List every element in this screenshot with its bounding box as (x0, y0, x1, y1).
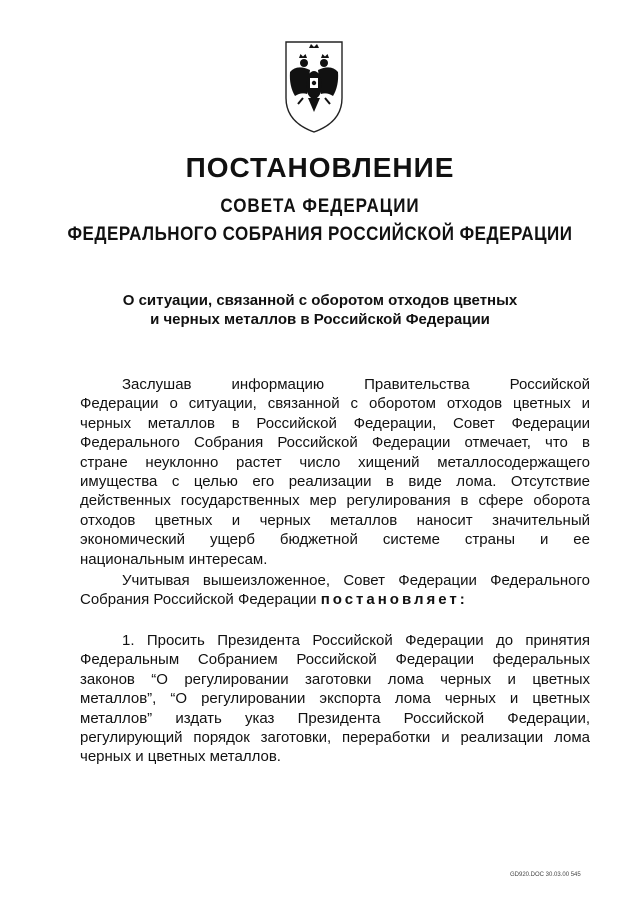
text-line: черных металлов в Российской Федерации, Совет Федерации (80, 414, 590, 432)
subject-line: и черных металлов в Российской Федерации (150, 311, 490, 328)
text-line: отходов цветных и черных металлов наносит значительный (80, 511, 590, 529)
text-line: стране неуклонно растет число хищений металлосодержащего (80, 453, 590, 471)
text-line: экономический ущерб бюджетной системе страны и ее (80, 531, 590, 549)
text-line: регулирующий порядок заготовки, переработки и реализации лома (80, 729, 590, 747)
text-line: законов “О регулировании заготовки лома черных и цветных (80, 670, 590, 688)
text-line (80, 590, 590, 609)
paragraph-resolution-intro (80, 571, 590, 610)
text-line: металлов”, “О регулировании экспорта лома черных и цветных (80, 690, 590, 708)
text-line: Заслушав информацию Правительства Российской (122, 376, 590, 393)
text-fragment: Собрания Российской Федерации (80, 591, 317, 609)
subject-heading (0, 291, 640, 329)
coat-of-arms-emblem (283, 38, 345, 134)
text-line: Федеральным Собранием Российской Федерации федеральных (80, 651, 590, 669)
text-line: имущества с целью его реализации в виде лома. Отсутствие (80, 473, 590, 491)
text-line: 1. Просить Президента Российской Федерации до принятия (122, 632, 590, 649)
text-line: черных и цветных металлов. (80, 748, 281, 766)
paragraph-item-1 (80, 631, 590, 767)
paragraph-findings (80, 375, 590, 569)
resolves-word: постановляет: (320, 591, 468, 609)
text-line: национальным интересам. (80, 550, 268, 568)
issuer-line-2: ФЕДЕРАЛЬНОГО СОБРАНИЯ РОССИЙСКОЙ ФЕДЕРАЦИИ (67, 222, 573, 245)
text-line: действенных государственных мер регулирования в сфере оборота (80, 492, 590, 510)
text-line: Учитывая вышеизложенное, Совет Федерации Федерального (122, 572, 590, 589)
text-line: Федерации о ситуации, связанной с оборотом отходов цветных и (80, 395, 590, 413)
issuer-line-1: СОВЕТА ФЕДЕРАЦИИ (220, 194, 420, 217)
subject-line: О ситуации, связанной с оборотом отходов цветных (122, 292, 518, 309)
document-title: ПОСТАНОВЛЕНИЕ (185, 152, 455, 183)
document-reference-footer: GD920.DOC 30.03.00 545 (510, 872, 581, 878)
text-line: металлов” издать указ Президента Российской Федерации, (80, 709, 590, 727)
text-line: Федерального Собрания Российской Федерации отмечает, что в (80, 434, 590, 452)
